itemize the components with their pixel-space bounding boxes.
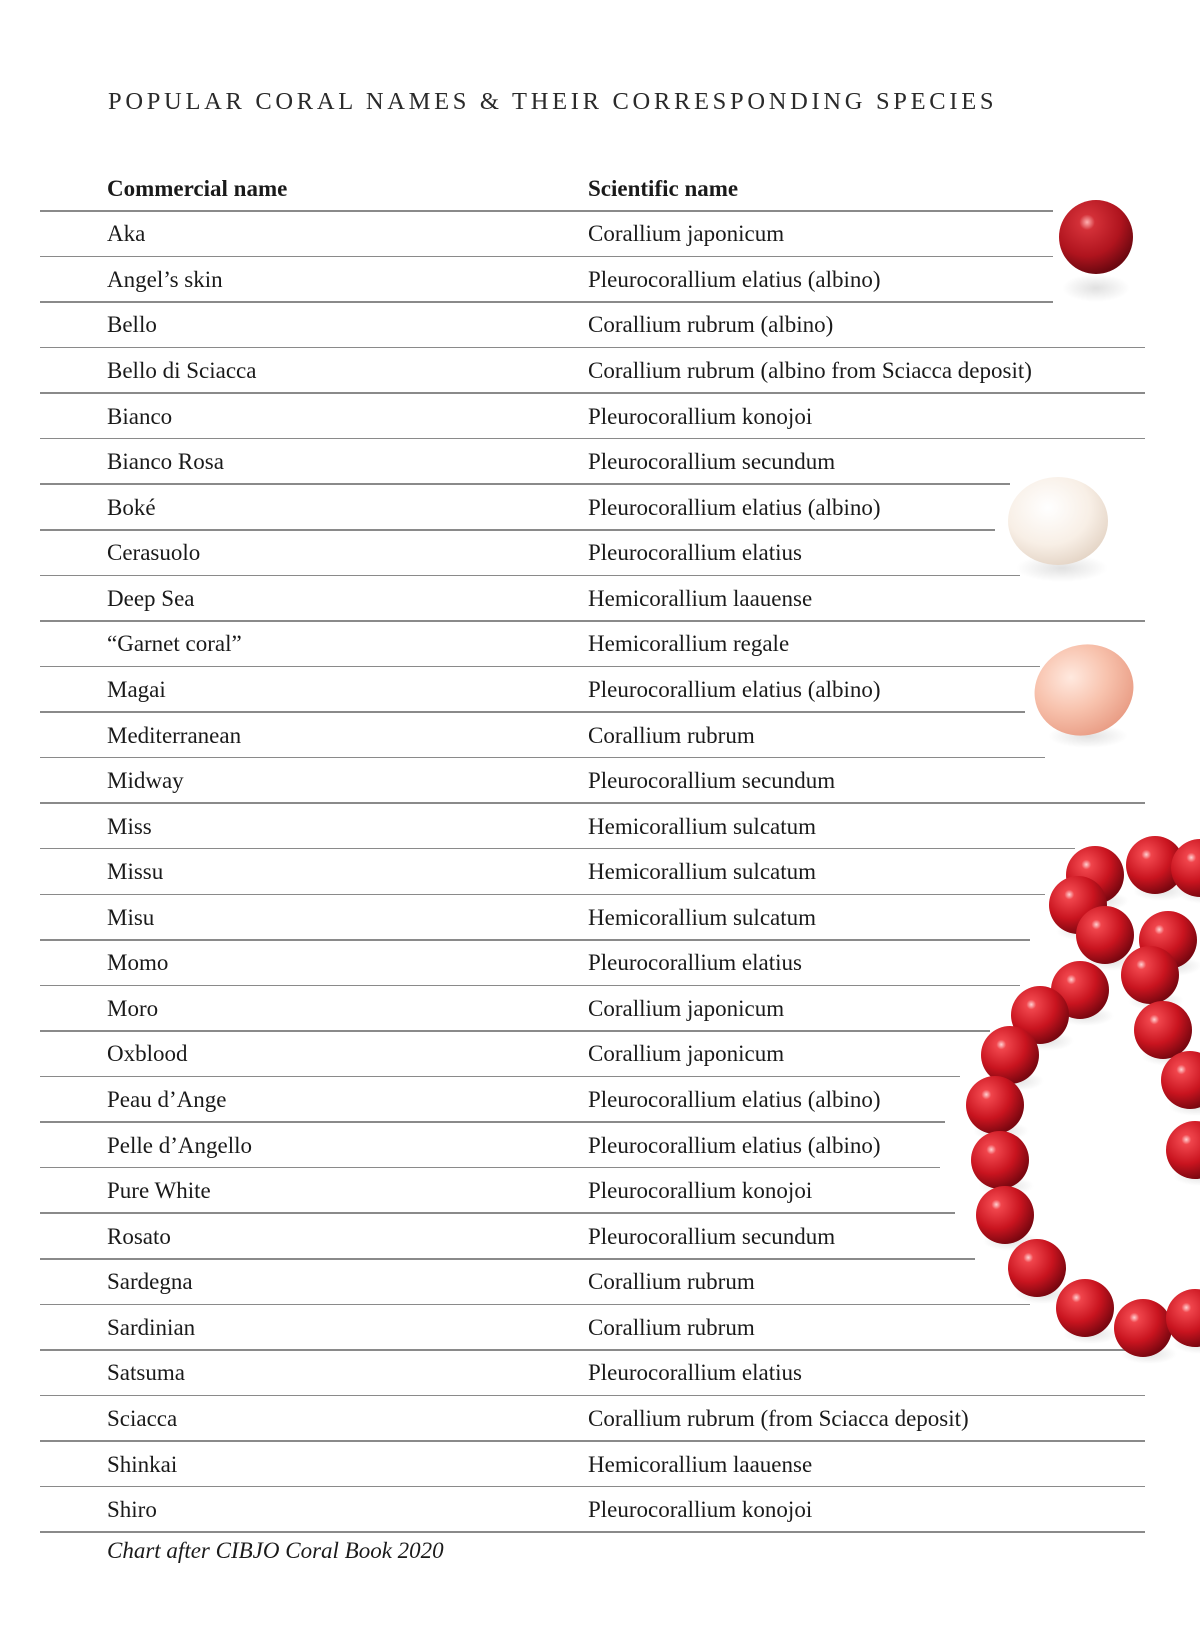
table-row — [0, 257, 1200, 303]
table-row — [0, 1032, 1200, 1078]
scientific-name-cell: Pleurocorallium elatius (albino) — [588, 676, 881, 702]
commercial-name-cell: Mediterranean — [107, 722, 242, 748]
scientific-name-cell: Corallium rubrum — [588, 722, 755, 748]
commercial-name-cell: Oxblood — [107, 1041, 188, 1067]
table-row — [0, 667, 1200, 713]
scientific-name-cell: Corallium japonicum — [588, 995, 785, 1021]
commercial-name-cell: Sardinian — [107, 1314, 196, 1340]
scientific-name-cell: Pleurocorallium konojoi — [588, 1178, 813, 1204]
scientific-name-cell: Pleurocorallium secundum — [588, 1223, 836, 1249]
table-row — [0, 895, 1200, 941]
table-row — [0, 1214, 1200, 1260]
commercial-name-cell: Bianco — [107, 403, 173, 429]
scientific-name-cell: Corallium japonicum — [588, 1041, 785, 1067]
scientific-name-cell: Corallium rubrum (from Sciacca deposit) — [588, 1405, 969, 1431]
scientific-name-cell: Pleurocorallium konojoi — [588, 403, 813, 429]
commercial-name-cell: Sardegna — [107, 1269, 193, 1295]
scientific-name-cell: Corallium rubrum (albino) — [588, 312, 834, 338]
commercial-name-cell: Miss — [107, 813, 152, 839]
scientific-name-cell: Pleurocorallium secundum — [588, 449, 836, 475]
scientific-name-cell: Pleurocorallium secundum — [588, 768, 836, 794]
commercial-name-cell: Cerasuolo — [107, 540, 201, 566]
commercial-name-cell: Missu — [107, 859, 164, 885]
table-row — [0, 394, 1200, 440]
scientific-name-cell: Hemicorallium laauense — [588, 585, 813, 611]
header-commercial-name: Commercial name — [107, 175, 288, 201]
table-header-row — [0, 166, 1200, 212]
commercial-name-cell: Momo — [107, 950, 169, 976]
row-divider — [40, 1531, 1145, 1533]
scientific-name-cell: Corallium rubrum — [588, 1269, 755, 1295]
scientific-name-cell: Corallium rubrum — [588, 1314, 755, 1340]
commercial-name-cell: Midway — [107, 768, 184, 794]
table-row — [0, 1351, 1200, 1397]
scientific-name-cell: Pleurocorallium elatius (albino) — [588, 266, 881, 292]
table-row — [0, 212, 1200, 258]
table-row — [0, 849, 1200, 895]
table-row — [0, 303, 1200, 349]
commercial-name-cell: Magai — [107, 676, 166, 702]
scientific-name-cell: Hemicorallium laauense — [588, 1451, 813, 1477]
commercial-name-cell: Bello — [107, 312, 157, 338]
commercial-name-cell: Misu — [107, 904, 155, 930]
table-row — [0, 1442, 1200, 1488]
page-title: POPULAR CORAL NAMES & THEIR CORRESPONDING SPECIES — [108, 88, 998, 115]
table-row — [0, 531, 1200, 577]
table-row — [0, 1077, 1200, 1123]
commercial-name-cell: Boké — [107, 494, 156, 520]
scientific-name-cell: Corallium rubrum (albino from Sciacca deposit) — [588, 358, 1032, 384]
table-row — [0, 941, 1200, 987]
commercial-name-cell: Moro — [107, 995, 159, 1021]
commercial-name-cell: Aka — [107, 221, 146, 247]
table-row — [0, 1487, 1200, 1533]
table-row — [0, 439, 1200, 485]
commercial-name-cell: Sciacca — [107, 1405, 178, 1431]
scientific-name-cell: Hemicorallium sulcatum — [588, 813, 817, 839]
scientific-name-cell: Hemicorallium sulcatum — [588, 904, 817, 930]
commercial-name-cell: Deep Sea — [107, 585, 195, 611]
source-footnote: Chart after CIBJO Coral Book 2020 — [107, 1538, 444, 1563]
commercial-name-cell: Satsuma — [107, 1360, 185, 1386]
commercial-name-cell: Pelle d’Angello — [107, 1132, 252, 1158]
coral-names-table — [0, 166, 1200, 1533]
commercial-name-cell: Bello di Sciacca — [107, 358, 257, 384]
table-row — [0, 348, 1200, 394]
header-scientific-name: Scientific name — [588, 175, 739, 201]
table-row — [0, 576, 1200, 622]
commercial-name-cell: Rosato — [107, 1223, 171, 1249]
table-row — [0, 1396, 1200, 1442]
scientific-name-cell: Hemicorallium sulcatum — [588, 859, 817, 885]
scientific-name-cell: Pleurocorallium konojoi — [588, 1497, 813, 1523]
scientific-name-cell: Hemicorallium regale — [588, 631, 790, 657]
scientific-name-cell: Pleurocorallium elatius — [588, 950, 802, 976]
scientific-name-cell: Pleurocorallium elatius — [588, 540, 802, 566]
commercial-name-cell: Shiro — [107, 1497, 157, 1523]
scientific-name-cell: Pleurocorallium elatius (albino) — [588, 494, 881, 520]
table-row — [0, 713, 1200, 759]
table-row — [0, 1123, 1200, 1169]
commercial-name-cell: Angel’s skin — [107, 266, 223, 292]
table-row — [0, 1260, 1200, 1306]
table-row — [0, 1305, 1200, 1351]
scientific-name-cell: Pleurocorallium elatius (albino) — [588, 1132, 881, 1158]
table-row — [0, 485, 1200, 531]
commercial-name-cell: “Garnet coral” — [107, 631, 242, 657]
scientific-name-cell: Corallium japonicum — [588, 221, 785, 247]
scientific-name-cell: Pleurocorallium elatius (albino) — [588, 1087, 881, 1113]
commercial-name-cell: Peau d’Ange — [107, 1087, 227, 1113]
commercial-name-cell: Shinkai — [107, 1451, 178, 1477]
commercial-name-cell: Pure White — [107, 1178, 211, 1204]
scientific-name-cell: Pleurocorallium elatius — [588, 1360, 802, 1386]
table-row — [0, 622, 1200, 668]
table-row — [0, 804, 1200, 850]
table-row — [0, 758, 1200, 804]
table-row — [0, 986, 1200, 1032]
commercial-name-cell: Bianco Rosa — [107, 449, 224, 475]
table-row — [0, 1168, 1200, 1214]
